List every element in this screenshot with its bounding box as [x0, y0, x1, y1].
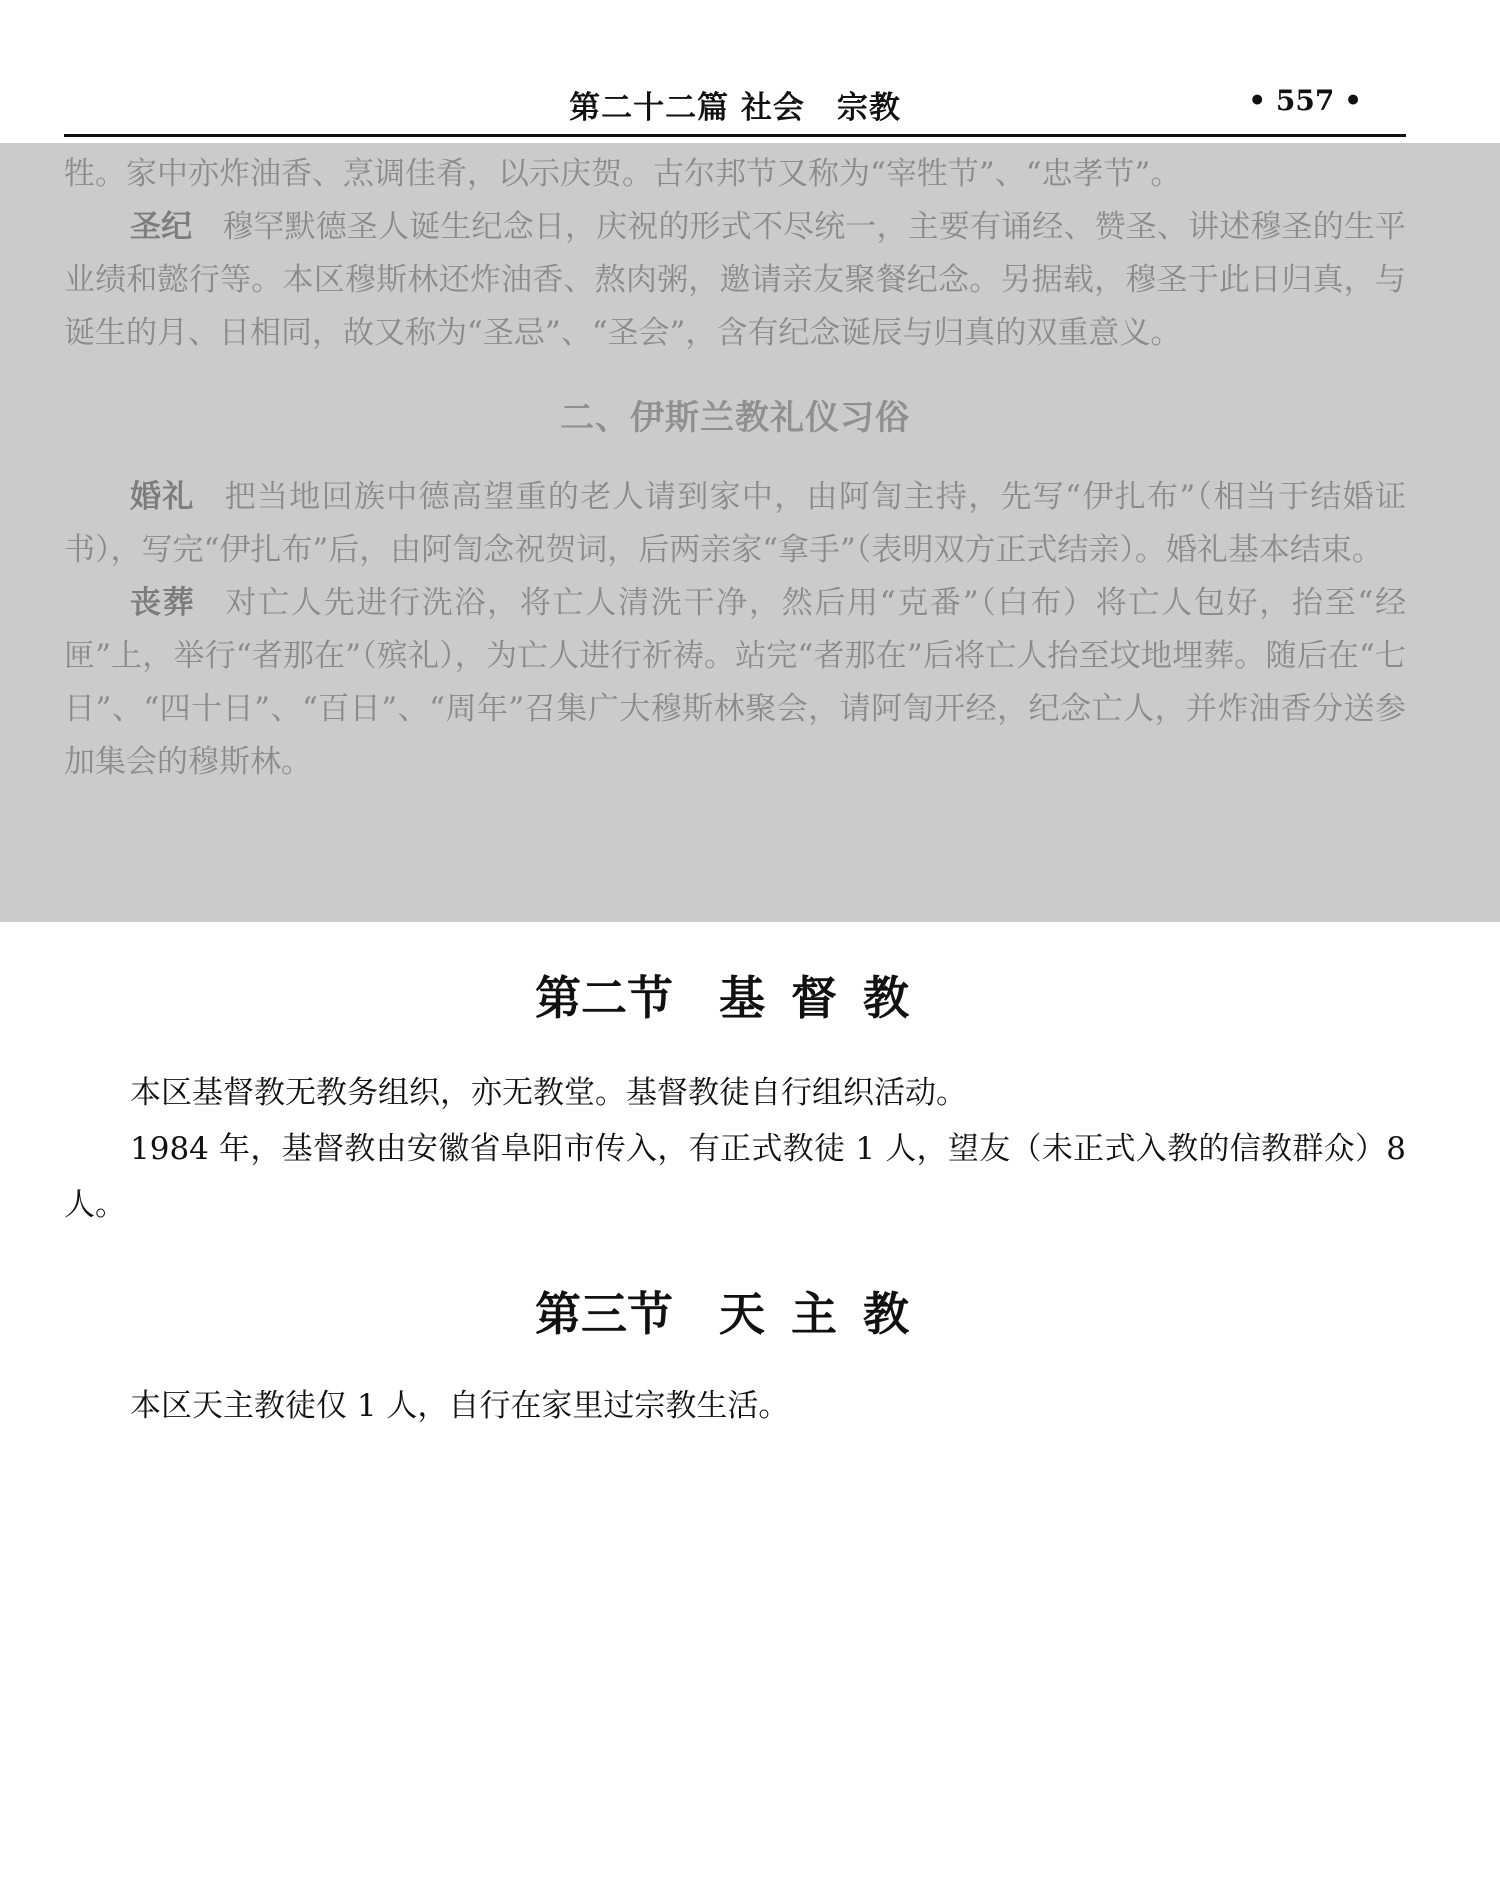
paragraph-wedding	[64, 471, 1406, 577]
page-number: • 557 •	[1248, 84, 1362, 117]
header-rule	[64, 134, 1406, 137]
section-number: 第三节	[535, 1287, 673, 1341]
section-heading-catholicism	[64, 1278, 1406, 1344]
paragraph-christianity-history: 1984 年，基督教由安徽省阜阳市传入，有正式教徒 1 人，望友（未正式入教的信教群众）8 人。	[64, 1131, 1406, 1223]
term-shengji: 圣纪	[130, 209, 193, 245]
paragraph-christianity-org: 本区基督教无教务组织，亦无教堂。基督教徒自行组织活动。	[130, 1075, 967, 1111]
running-title: 第二十二篇 社会 宗教	[569, 90, 901, 126]
catholicism-body	[64, 1378, 1406, 1434]
shengji-text: 穆罕默德圣人诞生纪念日，庆祝的形式不尽统一，主要有诵经、赞圣、讲述穆圣的生平业绩和懿行等。本区穆斯林还炸油香、熬肉粥，邀请亲友聚餐纪念。另据载，穆圣于此日归真，与诞生的月、日相同，故又称为“圣忌”、“圣会”，含有纪念诞辰与归真的双重意义。	[64, 209, 1407, 351]
section-number: 第二节	[535, 971, 673, 1025]
section-name: 天主教	[719, 1287, 935, 1341]
wedding-text: 把当地回族中德高望重的老人请到家中，由阿訇主持，先写“伊扎布”（相当于结婚证书），写完“伊扎布”后，由阿訇念祝贺词，后两亲家“拿手”（表明双方正式结亲）。婚礼基本结束。	[64, 479, 1406, 568]
term-funeral: 丧葬	[130, 585, 196, 621]
section-heading-christianity	[64, 962, 1406, 1028]
term-wedding: 婚礼	[130, 479, 195, 515]
highlighted-passage	[64, 148, 1406, 789]
paragraph-funeral	[64, 577, 1406, 789]
subsection-title: 二、伊斯兰教礼仪习俗	[560, 398, 910, 438]
paragraph-festival-continuation: 牲。家中亦炸油香、烹调佳肴，以示庆贺。古尔邦节又称为“宰牲节”、“忠孝节”。	[64, 156, 1182, 192]
paragraph-catholicism: 本区天主教徒仅 1 人，自行在家里过宗教生活。	[130, 1388, 790, 1424]
section-name: 基督教	[719, 971, 935, 1025]
christianity-body	[64, 1065, 1406, 1233]
paragraph-shengji	[64, 201, 1406, 360]
page-header	[64, 78, 1406, 136]
funeral-text: 对亡人先进行洗浴，将亡人清洗干净，然后用“克番”（白布）将亡人包好，抬至“经匣”上，举行“者那在”（殡礼），为亡人进行祈祷。站完“者那在”后将亡人抬至坟地埋葬。随后在“七日”、“四十日”、“百日”、“周年”召集广大穆斯林聚会，请阿訇开经，纪念亡人，并炸油香分送参加集会的穆斯林。	[64, 585, 1406, 780]
